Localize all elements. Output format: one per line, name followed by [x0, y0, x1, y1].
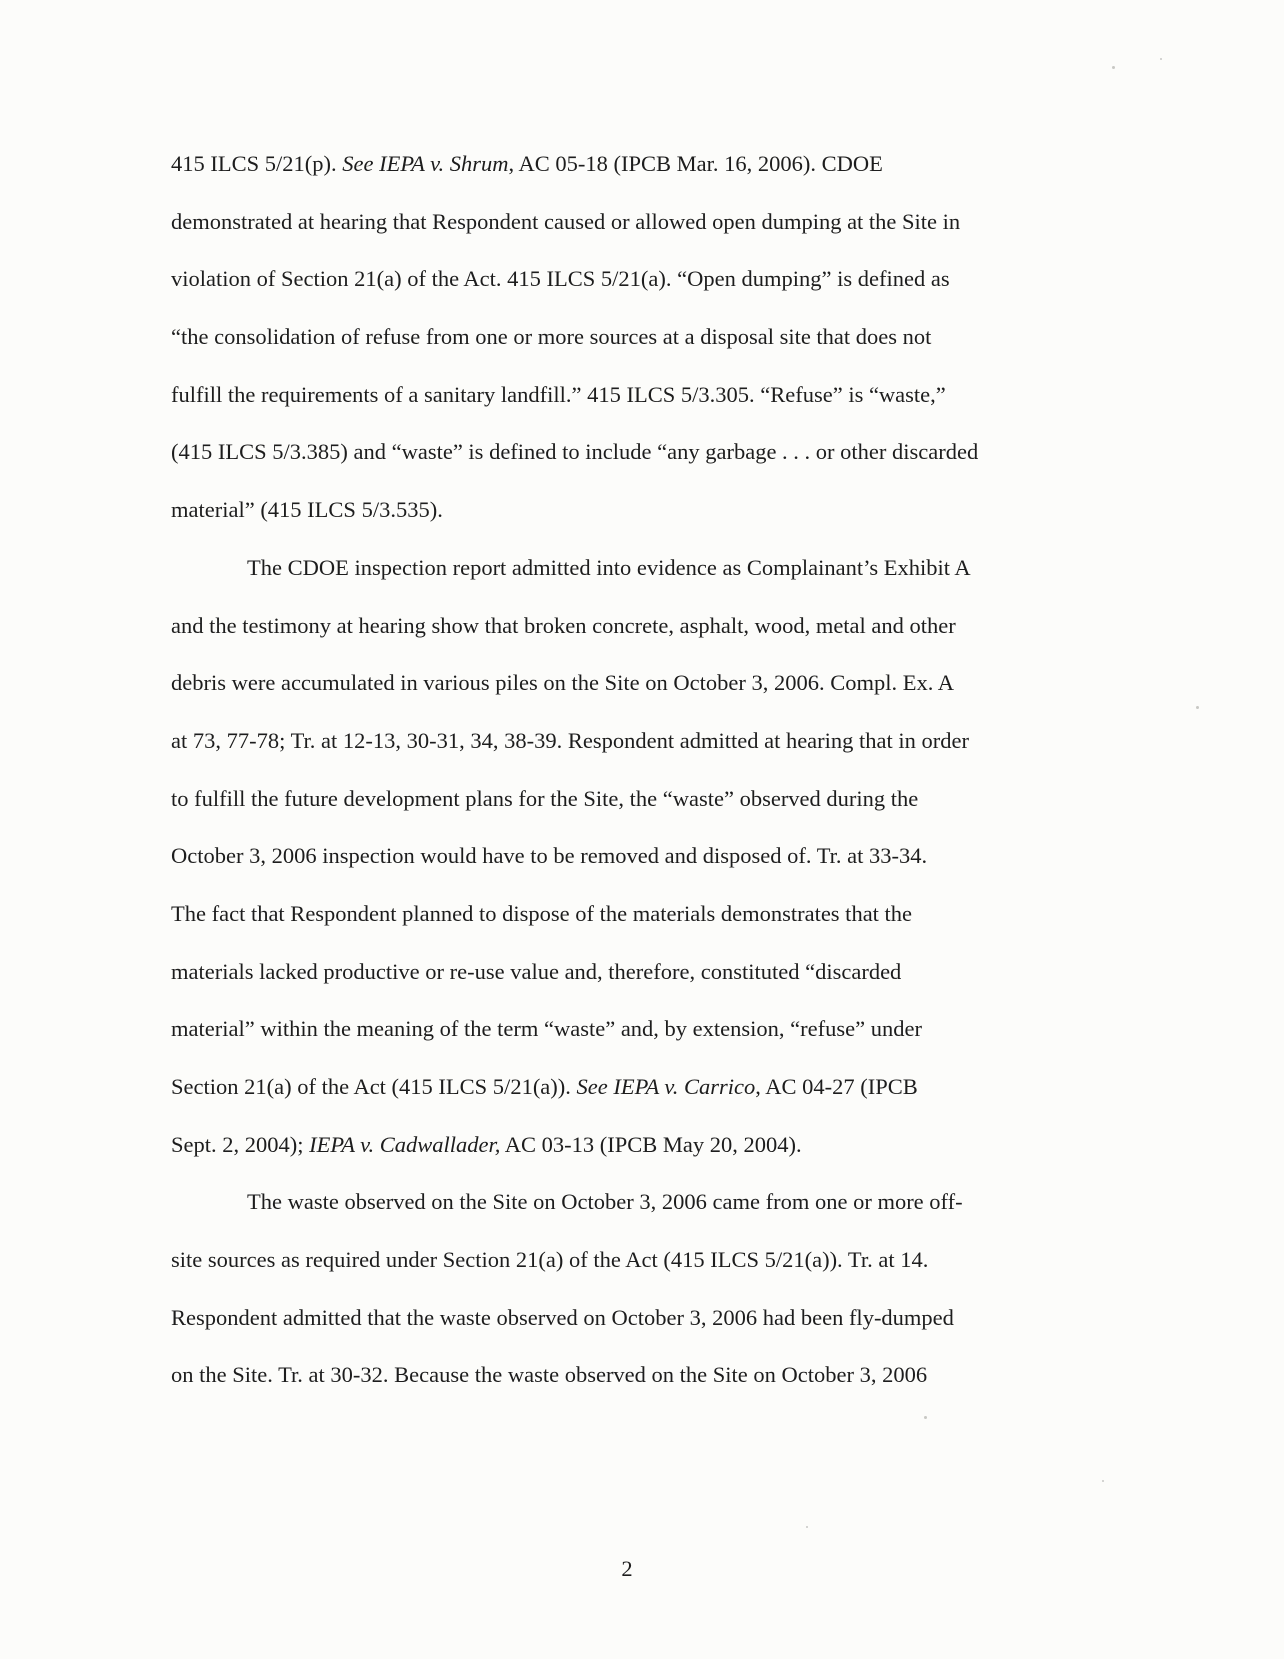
text-line [171, 666, 1091, 724]
text-segment: The fact that Respondent planned to dispose of the materials demonstrates that the [171, 900, 913, 926]
text-segment: at 73, 77-78; Tr. at 12-13, 30-31, 34, 38-39. Respondent admitted at hearing that in order [171, 727, 970, 753]
scan-speck [1112, 66, 1115, 69]
text-line [171, 493, 1091, 551]
text-segment: 415 ILCS 5/21(p). [171, 151, 343, 176]
text-segment: , AC 04-27 (IPCB [755, 1074, 918, 1099]
text-segment: fulfill the requirements of a sanitary landfill.” 415 ILCS 5/3.305. “Refuse” is “waste,” [171, 381, 946, 407]
text-segment: October 3, 2006 inspection would have to be removed and disposed of. Tr. at 33-34. [171, 843, 928, 869]
text-line [171, 782, 1091, 840]
text-line [171, 378, 1091, 436]
text-line [171, 1070, 1091, 1128]
case-citation: IEPA v. Cadwallader, [309, 1131, 501, 1157]
scan-speck [1196, 706, 1199, 709]
text-segment: The CDOE inspection report admitted into evidence as Complainant’s Exhibit A [247, 554, 971, 580]
text-segment: (415 ILCS 5/3.385) and “waste” is defined to include “any garbage . . . or other discarded [171, 439, 979, 465]
text-line [171, 320, 1091, 378]
text-segment: site sources as required under Section 21(a) of the Act (415 ILCS 5/21(a)). Tr. at 14. [171, 1247, 929, 1273]
text-line [171, 1301, 1091, 1359]
text-segment: debris were accumulated in various piles on the Site on October 3, 2006. Compl. Ex. A [171, 670, 954, 696]
text-segment: materials lacked productive or re-use value and, therefore, constituted “discarded [171, 958, 902, 984]
scan-speck [1102, 1480, 1104, 1482]
text-line [171, 262, 1091, 320]
text-line [171, 1128, 1091, 1186]
case-citation: See IEPA v. Shrum [342, 151, 509, 176]
scan-speck [806, 1526, 808, 1528]
text-line [171, 1358, 1091, 1416]
text-segment: material” (415 ILCS 5/3.535). [171, 497, 443, 523]
text-segment: violation of Section 21(a) of the Act. 415 ILCS 5/21(a). “Open dumping” is defined as [171, 266, 950, 292]
text-segment: material” within the meaning of the term “waste” and, by extension, “refuse” under [171, 1016, 922, 1042]
text-line [171, 147, 1091, 205]
text-line [171, 435, 1091, 493]
scan-speck [1160, 58, 1162, 60]
text-segment: on the Site. Tr. at 30-32. Because the waste observed on the Site on October 3, 2006 [171, 1362, 928, 1388]
text-line [171, 1012, 1091, 1070]
text-segment: demonstrated at hearing that Respondent caused or allowed open dumping at the Site in [171, 208, 961, 234]
text-segment: Section 21(a) of the Act (415 ILCS 5/21(a)). [171, 1074, 577, 1099]
text-line [171, 839, 1091, 897]
text-line [171, 1243, 1091, 1301]
text-segment: , AC 05-18 (IPCB Mar. 16, 2006). CDOE [508, 151, 883, 176]
text-segment: Respondent admitted that the waste observed on October 3, 2006 had been fly-dumped [171, 1304, 954, 1330]
text-segment: and the testimony at hearing show that broken concrete, asphalt, wood, metal and other [171, 612, 956, 638]
case-citation: See IEPA v. Carrico [576, 1074, 756, 1099]
text-segment: Sept. 2, 2004); [171, 1131, 310, 1157]
document-body [171, 147, 1091, 1416]
paragraph-first-line [171, 1185, 1091, 1243]
scan-speck [924, 1416, 927, 1419]
text-segment: The waste observed on the Site on October 3, 2006 came from one or more off- [247, 1189, 963, 1215]
text-segment: “the consolidation of refuse from one or more sources at a disposal site that does not [171, 324, 932, 350]
text-line [171, 205, 1091, 263]
text-line [171, 955, 1091, 1013]
text-segment: AC 03-13 (IPCB May 20, 2004). [500, 1131, 802, 1157]
text-segment: to fulfill the future development plans for the Site, the “waste” observed during the [171, 785, 919, 811]
page-number: 2 [621, 1556, 633, 1581]
text-line [171, 724, 1091, 782]
text-line [171, 897, 1091, 955]
paragraph-first-line [171, 551, 1091, 609]
text-line [171, 609, 1091, 667]
